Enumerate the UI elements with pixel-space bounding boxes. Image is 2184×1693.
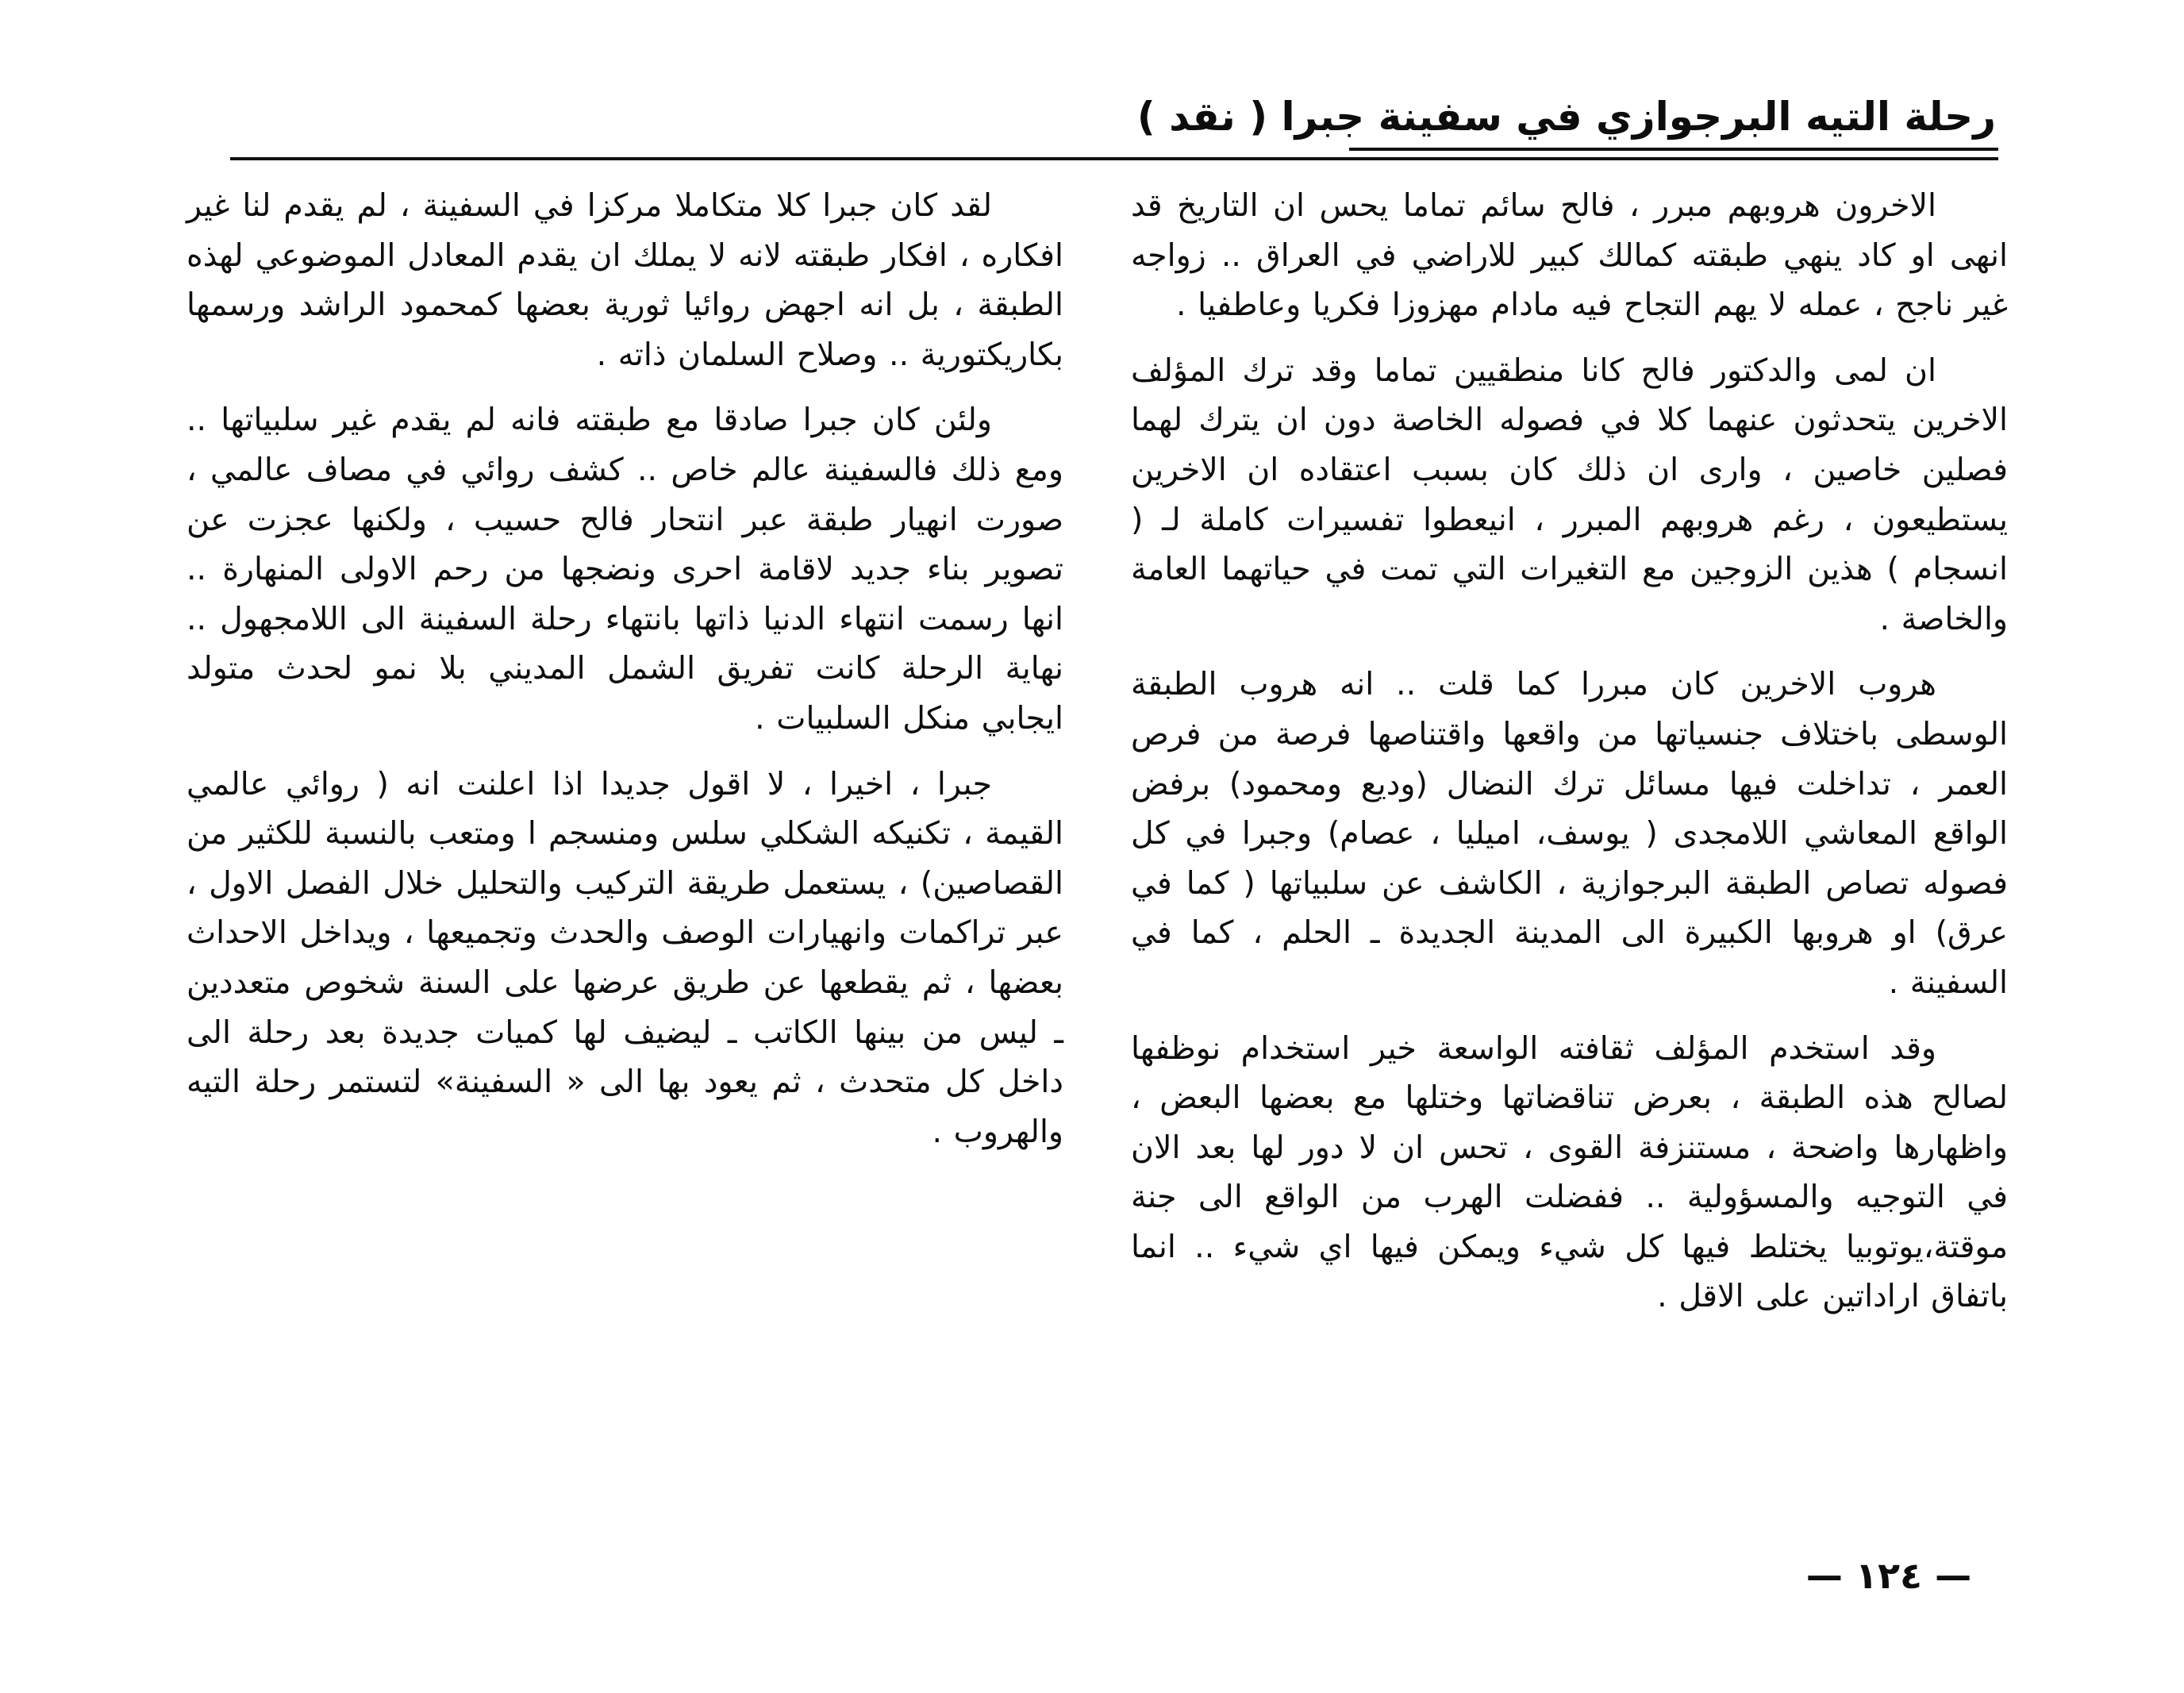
text-column-left bbox=[186, 181, 1063, 1164]
paragraph: الاخرون هروبهم مبرر ، فالح سائم تماما يحس ان التاريخ قد انهى او كاد ينهي طبقته كمالك كبير للاراضي في العراق .. زواجه غير ناجح ، عمله لا يهم التجاح فيه مادام مهزوزا فكريا وعاطفيا . bbox=[1131, 187, 2008, 324]
page-number: — ١٢٤ — bbox=[1805, 1554, 1972, 1597]
title-underline bbox=[1349, 148, 1998, 151]
text-column-right bbox=[1131, 181, 2008, 1329]
paragraph: لقد كان جبرا كلا متكاملا مركزا في السفينة ، لم يقدم لنا غير افكاره ، افكار طبقته لانه لا يملك ان يقدم المعادل الموضوعي لهذه الطبقة ، بل انه اجهض روائيا ثورية بعضها كمحمود الراشد ورسمها بكاريكتورية .. وصلاح السلمان ذاته . bbox=[186, 187, 1063, 373]
header-rule bbox=[230, 157, 1998, 160]
paragraph: جبرا ، اخيرا ، لا اقول جديدا اذا اعلنت انه ( روائي عالمي القيمة ، تكنيكه الشكلي سلس ومنسجم ا ومتعب بالنسبة للكثير من القصاصين) ، يستعمل طريقة التركيب والتحليل خلال الفصل الاول ، عبر تراكمات وانهيارات الوصف والحدث وتجميعها ، ويداخل الاحداث بعضها ، ثم يقطعها عن طريق عرضها على السنة شخوص متعددين ـ ليس من بينها الكاتب ـ ليضيف لها كميات جديدة بعد رحلة الى داخل كل متحدث ، ثم يعود بها الى « السفينة» لتستمر رحلة التيه والهروب . bbox=[186, 765, 1063, 1150]
paragraph: وقد استخدم المؤلف ثقافته الواسعة خير استخدام نوظفها لصالح هذه الطبقة ، بعرض تناقضاتها وختلها مع بعضها البعض ، واظهارها واضحة ، مستنزفة القوى ، تحس ان لا دور لها بعد الان في التوجيه والمسؤولية .. ففضلت الهرب من الواقع الى جنة موقتة،يوتوبيا يختلط فيها كل شيء ويمكن فيها اي شيء .. انما باتفاق اراداتين على الاقل . bbox=[1131, 1029, 2008, 1315]
paragraph: هروب الاخرين كان مبررا كما قلت .. انه هروب الطبقة الوسطى باختلاف جنسياتها من واقعها واقتناصها فرصة من فرص العمر ، تداخلت فيها مسائل ترك النضال (وديع ومحمود) برفض الواقع المعاشي اللامجدى ( يوسف، اميليا ، عصام) وجبرا في كل فصوله تصاص الطبقة البرجوازية ، الكاشف عن سلبياتها ( كما في عرق) او هروبها الكبيرة الى المدينة الجديدة ـ الحلم ، كما في السفينة . bbox=[1131, 666, 2008, 1001]
page-title: رحلة التيه البرجوازي في سفينة جبرا ( نقد ) bbox=[1136, 94, 1996, 140]
paragraph: ولئن كان جبرا صادقا مع طبقته فانه لم يقدم غير سلبياتها .. ومع ذلك فالسفينة عالم خاص .. كشف روائي في مصاف عالمي ، صورت انهيار طبقة عبر انتحار فالح حسيب ، ولكنها عجزت عن تصوير بناء جديد لاقامة احرى ونضجها من رحم الاولى المنهارة .. انها رسمت انتهاء الدنيا ذاتها بانتهاء رحلة السفينة الى اللامجهول .. نهاية الرحلة كانت تفريق الشمل المديني بلا نمو لحدث متولد ايجابي منكل السلبيات . bbox=[186, 402, 1063, 737]
paragraph: ان لمى والدكتور فالح كانا منطقيين تماما وقد ترك المؤلف الاخرين يتحدثون عنهما كلا في فصوله الخاصة دون ان يترك لهما فصلين خاصين ، وارى ان ذلك كان بسبب اعتقاده ان الاخرين يستطيعون ، رغم هروبهم المبرر ، انيعطوا تفسيرات كاملة لـ ( انسجام ) هذين الزوجين مع التغيرات التي تمت في حياتهما العامة والخاصة . bbox=[1131, 352, 2008, 637]
